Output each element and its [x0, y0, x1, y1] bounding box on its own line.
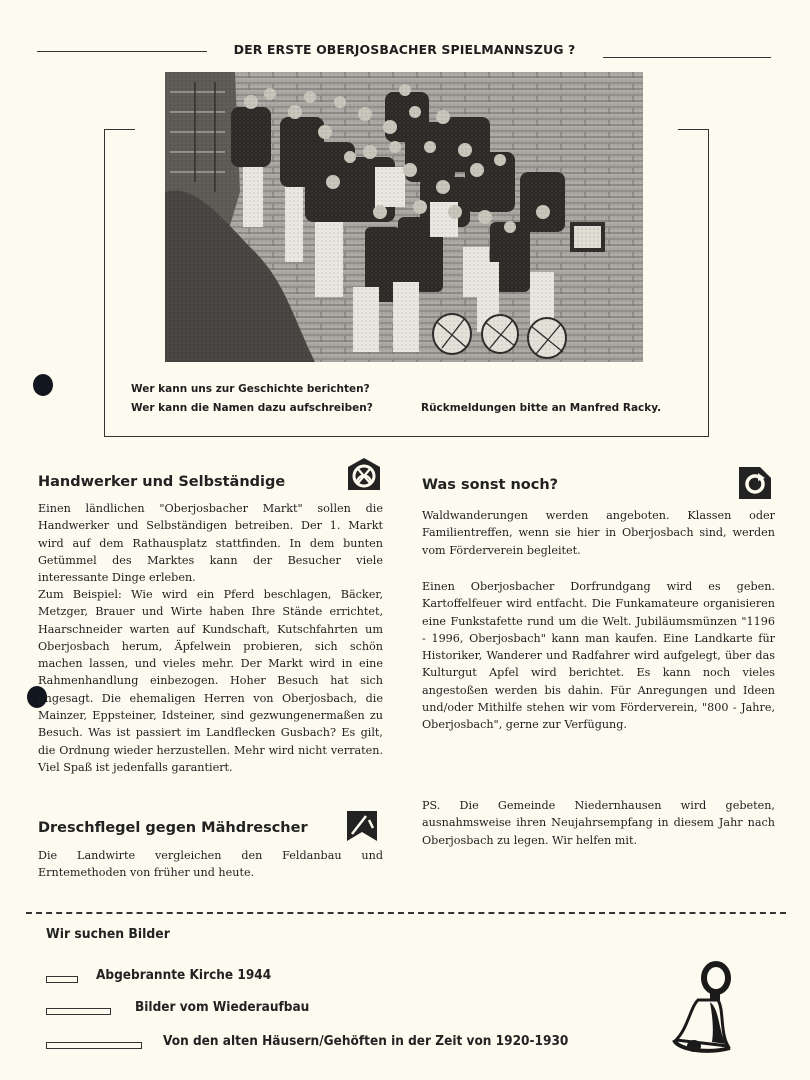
page-title: DER ERSTE OBERJOSBACHER SPIELMANNSZUG ? [233, 42, 576, 57]
flail-icon [346, 810, 378, 842]
wanted-item: Bilder vom Wiederaufbau [135, 999, 310, 1015]
frame-gap [135, 126, 167, 132]
header-rule-right [603, 57, 771, 58]
dashed-divider [26, 912, 786, 914]
question-history: Wer kann uns zur Geschichte berichten? [131, 383, 370, 395]
paragraph-farmers: Die Landwirte vergleichen den Feldanbau und Erntemethoden von früher und heute. [38, 849, 383, 880]
frame-gap [640, 126, 678, 132]
bell-icon [668, 958, 738, 1058]
punch-hole [33, 374, 53, 396]
pretzel-icon [346, 457, 382, 491]
band-photo-image [165, 72, 643, 362]
contact-note: Rückmeldungen bitte an Manfred Racky. [421, 402, 662, 414]
blank-field [46, 976, 78, 983]
paragraph-postscript: PS. Die Gemeinde Niedernhausen wird gebeten, ausnahmsweise ihren Neujahrsempfang in diesem Jahr nach Oberjosbach zu legen. Wir helfen mit. [422, 799, 775, 847]
section-title-farmers: Dreschflegel gegen Mähdrescher [38, 820, 308, 836]
blank-field [46, 1008, 111, 1015]
header-rule-left [37, 51, 207, 52]
section-title-other: Was sonst noch? [422, 477, 559, 493]
wanted-item: Abgebrannte Kirche 1944 [96, 967, 272, 983]
wanted-item: Von den alten Häusern/Gehöften in der Zeit von 1920-1930 [163, 1033, 569, 1049]
group-photo [165, 72, 643, 362]
paragraph-market-details: Zum Beispiel: Wie wird ein Pferd beschlagen, Bäcker, Metzger, Brauer und Wirte haben Ihre Stände errichtet, Haarschneider warten auf Kundschaft, Kutschfahrten um Oberjosbach herum, Äpfelwein probieren, sich schön machen lassen, und vieles mehr. Der Markt wird in eine Rahmenhandlung einbezogen. Hoher Besuch hat sich angesagt. Die ehemaligen Herren von Oberjosbach, die Mainzer, Eppsteiner, Idsteiner, sind gezwungenermaßen zu Besuch. Was ist passiert im Landflecken Gusbach? Es gilt, die Ordnung wieder herzustellen. Mehr wird nicht verraten. Viel Spaß ist jedenfalls garantiert. [38, 588, 383, 774]
paragraph-market-intro: Einen ländlichen "Oberjosbacher Markt" sollen die Handwerker und Selbständigen betreiben. Der 1. Markt wird auf dem Rathausplatz stattfinden. In dem bunten Getümmel des Marktes kann der Besucher viele interessante Dinge erleben. [38, 502, 383, 585]
section-title-craftsmen: Handwerker und Selbständige [38, 474, 286, 490]
wanted-title: Wir suchen Bilder [46, 926, 170, 942]
paragraph-hikes: Waldwanderungen werden angeboten. Klassen oder Familientreffen, wenn sie hier in Oberjosbach sind, werden vom Förderverein begleitet. [422, 509, 775, 557]
refresh-arrow-icon [738, 466, 772, 500]
blank-field [46, 1042, 142, 1049]
question-names: Wer kann die Namen dazu aufschreiben? [131, 402, 373, 414]
paragraph-village-tour: Einen Oberjosbacher Dorfrundgang wird es geben. Kartoffelfeuer wird entfacht. Die Funkamateure organisieren eine Funkstafette rund um die Welt. Jubiläumsmünzen "1196 - 1996, Oberjosbach" kann man kaufen. Eine Landkarte für Historiker, Wanderer und Radfahrer wird aufgelegt, über das Kulturgut Apfel wird berichtet. Es kann noch vieles angestoßen werden bis dahin. Für Anregungen und Ideen und/oder Mithilfe stehen wir vom Förderverein, "800 - Jahre, Oberjosbach", gerne zur Verfügung. [422, 580, 775, 732]
